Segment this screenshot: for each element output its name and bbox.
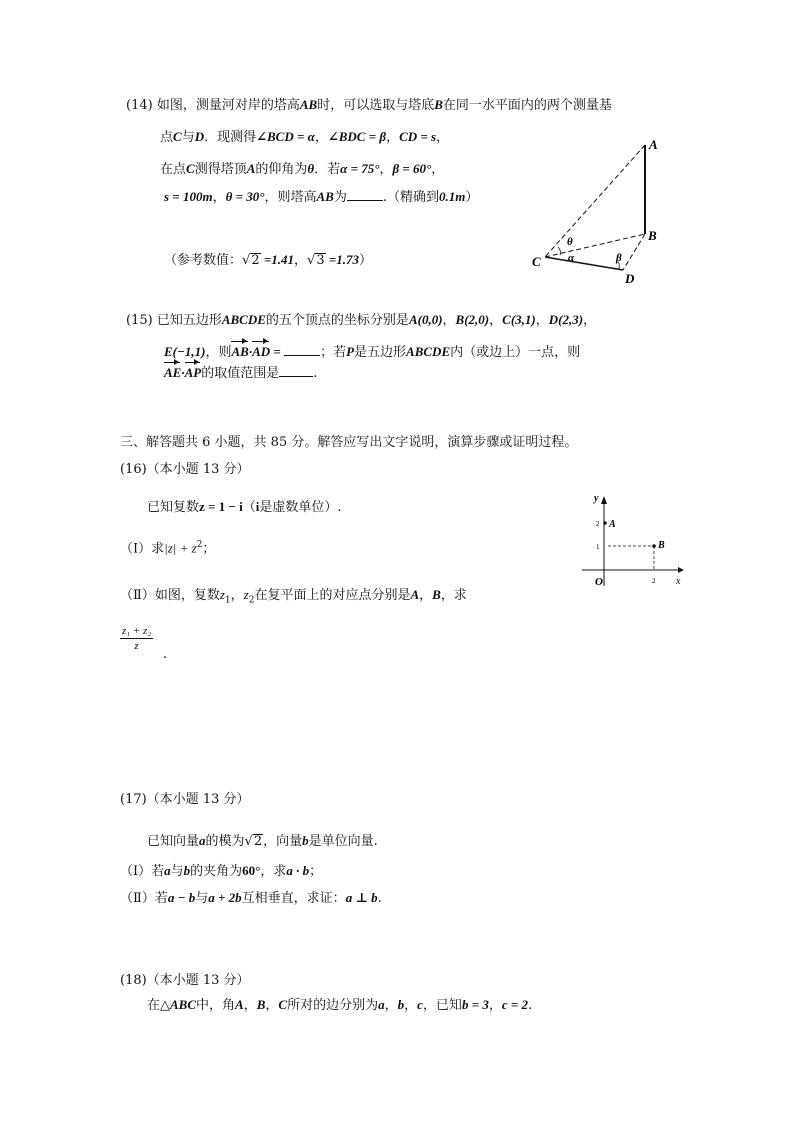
label-point-a: A [609, 519, 616, 530]
label-beta: β [616, 252, 622, 264]
q16-complex-plane-figure [580, 490, 690, 590]
point-b [652, 544, 656, 548]
line-cb-dashed [545, 234, 645, 257]
q17-part-2: （Ⅱ）若a − b与a + 2b互相垂直，求证：a ⊥ b. [120, 890, 382, 906]
q14-answer-blank[interactable] [347, 188, 383, 201]
label-origin: O [595, 576, 603, 588]
q17-part-1: （Ⅰ）若a与b的夹角为60°，求a · b； [120, 863, 323, 879]
q18-heading: (18)（本小题 13 分） [120, 973, 250, 988]
q15-line-3: AE·AP的取值范围是 . [164, 365, 318, 381]
q16-statement: 已知复数z = 1 − i（i是虚数单位）. [147, 499, 342, 515]
tick-y-1: 1 [596, 543, 600, 551]
q16-period: . [163, 647, 168, 662]
q18-statement: 在△ABC中，角A，B，C所对的边分别为a，b，c，已知b = 3，c = 2. [147, 997, 533, 1013]
q17-heading: (17)（本小题 13 分） [120, 792, 250, 807]
q14-line-2: 点C与D．现测得∠BCD = α，∠BDC = β，CD = s， [160, 129, 450, 145]
q15-answer-blank-1[interactable] [284, 343, 320, 356]
label-y: y [594, 493, 599, 504]
q15-line-2: E(−1,1)，则AB·AD = ；若P是五边形ABCDE内（或边上）一点，则 [164, 344, 581, 360]
label-D: D [625, 271, 635, 286]
q15-number: (15) [126, 313, 153, 328]
q16-heading: (16)（本小题 13 分） [120, 462, 250, 477]
q14-tower-figure [520, 130, 670, 290]
q17-statement: 已知向量a的模为√2，向量b是单位向量. [147, 833, 378, 849]
q14-line-4: s = 100m，θ = 30°，则塔高AB为 .（精确到0.1m） [164, 189, 479, 205]
q16-part-1: （Ⅰ）求$|z| + z^2$； [120, 540, 216, 557]
label-alpha: α [568, 252, 575, 264]
q16-fraction-numerator: z₁ + z₂ [122, 625, 152, 637]
q16-fraction [120, 624, 153, 653]
y-axis-arrow [601, 496, 607, 504]
angle-theta-arc [558, 247, 561, 255]
line-ca-dashed [545, 145, 645, 257]
point-a [603, 521, 607, 525]
label-theta: θ [567, 236, 573, 248]
line-cd [545, 257, 623, 270]
label-B: B [648, 228, 657, 243]
tick-x-2: 2 [652, 577, 656, 585]
q14-line-3: 在点C测得塔顶A的仰角为θ．若α = 75°，β = 60°， [160, 161, 445, 177]
x-axis-arrow [678, 567, 684, 573]
q14-line-1: (14) 如图，测量河对岸的塔高AB时，可以选取与塔底B在同一水平面内的两个测量基 [126, 97, 612, 113]
q15-answer-blank-2[interactable] [279, 364, 313, 377]
label-C: C [532, 254, 541, 269]
label-point-b: B [658, 540, 665, 551]
q14-reference-values: （参考数值：√2 =1.41，√3 =1.73） [164, 252, 373, 268]
line-bd-dashed [623, 234, 645, 270]
label-A: A [649, 137, 658, 152]
q14-number: (14) [126, 98, 153, 113]
section-3-heading: 三、解答题共 6 小题，共 85 分。解答应写出文字说明，演算步骤或证明过程。 [120, 435, 578, 450]
q16-fraction-denominator: z [134, 640, 139, 652]
q16-part-2: （Ⅱ）如图，复数$z_1$，$z_2$在复平面上的对应点分别是A，B，求 [120, 587, 467, 606]
tick-y-2: 2 [596, 520, 600, 528]
label-x: x [676, 576, 681, 587]
q15-line-1: (15) 已知五边形ABCDE的五个顶点的坐标分别是A(0,0)，B(2,0)，C(3,1)，D(2,3)， [126, 312, 597, 328]
